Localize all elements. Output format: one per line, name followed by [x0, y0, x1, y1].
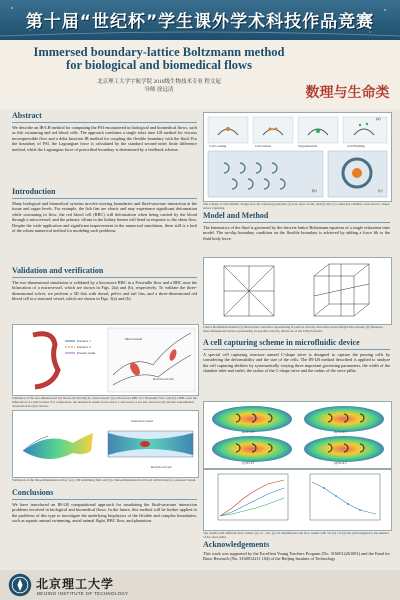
legend-item-2: Instance 2	[77, 345, 91, 349]
subfig-label-c: (c) W=3.5	[242, 461, 255, 465]
validation-heading: Validation and verification	[12, 266, 104, 275]
figure-3-caption: Validation of the three-dimensional solver: (a) a 3D swimming fish; and (b) a three-dimensional red blood cell moving in a stenosed vessel.	[12, 478, 197, 482]
step-label-trypsinization: Trypsinization	[298, 144, 318, 148]
capture-yield-plots	[204, 470, 391, 530]
conclusions-heading: Conclusions	[12, 488, 54, 497]
capture-results-caption: The results with different sieve radius: (a) 1.0 - 4.0, (a) 3.0 distributions and flow results with 3.0 (b) 1.0; (b) the yield mapped to the number of the sieve pillar.	[203, 531, 389, 539]
lattice-figure-panel	[203, 257, 392, 325]
capture-rule	[203, 349, 390, 350]
figure-1-tag-b: (b)	[312, 188, 317, 193]
figure-2-legend	[77, 338, 95, 356]
figure-3-panel	[12, 410, 199, 478]
abstract-text: We describe an IB-LB method for computing the FSI encountered in biological and biomedical flows, such as fish swimming and red blood cells. The approach combines a single relax time LB method for viscous incompressible flow and a delta function IB method for coupling the flexible boundary with the fluid. For the boundary of FSI, the Lagrangian force is calculated by the standard second-order finite difference method, while the Lagrangian force of prescribed boundary is determined by a feedback scheme.	[12, 125, 197, 152]
lattice-model-figure	[204, 258, 391, 324]
rbc-label-b: Red blood cell	[153, 377, 174, 381]
authors: 导师 徐远清	[144, 87, 174, 93]
figure-1-panel	[203, 112, 392, 202]
capture-results-panel	[203, 469, 392, 531]
microvessel-label: Microvessel	[125, 337, 143, 341]
validation-text: The two-dimensional simulation is validated by a biconcave RBC in a Poiseuille flow and a RBC near the bifurcation of a microvessel, which are shown in Figs. 2(a) and (b), respectively. To validate the three-dimensional solver, we perform a 3D fish with dorsal, pelvic and tail fins, and a three-dimensional red blood cell in a stenosed vessel, which are shown in Figs. 3(a) and (b).	[12, 280, 197, 302]
lattice-caption: Lattice Boltzmann models: (a) Nine-lattice velocities representing D particle velocity directions in the D2Q9 lattice model; (b) Nineteen three-dimensional lattice representing 19 possible velocity directions of the D3Q19 model.	[203, 325, 383, 333]
rbc-validation-figure	[13, 325, 198, 395]
step-label-cell-loading: Cell Loading	[209, 144, 227, 148]
model-text: The kinematics of the fluid is governed by the discrete lattice Boltzmann equation of a single relaxation time model. The no-slip boundary condition on the flexible boundary is achieved by adding a force fib to the fluid body force.	[203, 225, 390, 241]
poster-title-line-1: Immersed boundary-lattice Boltzmann method	[33, 45, 285, 59]
conclusions-rule	[12, 499, 197, 500]
c-shape-sieve-simulation	[204, 402, 391, 468]
poster-title	[20, 46, 298, 72]
legend-item-3: Present result	[77, 351, 96, 355]
figure-1-tag-a: (a)	[376, 116, 381, 121]
model-rule	[203, 222, 390, 223]
fish-body	[23, 433, 93, 459]
university-name: 北京理工大学	[36, 577, 115, 591]
capture-simulation-panel	[203, 401, 392, 469]
poster-title-line-2: for biological and biomedical flows	[66, 58, 252, 72]
abstract-rule	[12, 122, 197, 123]
figure-2-panel	[12, 324, 199, 396]
competition-banner	[0, 0, 400, 40]
affiliation: 北京理工大学宇航学院 2010级生物技术专业 程文起	[97, 79, 221, 85]
figure-1-tag-c: (c)	[378, 188, 383, 193]
acknowledgements-heading: Acknowledgements	[203, 540, 270, 549]
figure-2-caption: Validation of the two-dimensional red blood cell moving in a microvessel: (a) a biconcave RBC in a Poiseuille flow; and (b) a RBC near the bifurcation of a microvessel. For comparison, the numerical results from source 1 and source 2 are also shown in (a) and the experimental observation in (b) is shown.	[12, 396, 197, 408]
rbc-label-stenosis: Red blood cell	[151, 465, 172, 469]
legend-item-1: Instance 1	[77, 339, 91, 343]
subfig-label-d: (d) W=4.5	[334, 461, 347, 465]
stenosed-vessel-label: Stenosed vessel	[131, 419, 154, 423]
domain-label: 数理与生命类	[305, 85, 390, 101]
figure-1-caption: The scheme of microfluidic design and cell capturing principle: (a) four steps of cell; and (b) and (c) a spherical chamber with seven C-shape sieves capturing.	[203, 202, 390, 210]
capture-text: A special cell capturing structure named C-shape sieve is designed to capture the passing cells by considering the deformability and the size of the cells. The IB-LB method described is applied to analyze the cell capturing abilities by systematically varying three important governing parameters, the width of the chamber inlet and outlet, the radius of the C-shape sieve and the radius of the sieve pillar.	[203, 352, 390, 374]
introduction-rule	[12, 198, 197, 199]
step-label-cell-culture: Cell Culture	[255, 144, 272, 148]
validation-rule	[12, 277, 197, 278]
capture-heading: A cell capturing scheme in microfluidic device	[203, 338, 360, 347]
introduction-heading: Introduction	[12, 187, 56, 196]
step-label-cell-flushing: Cell Flushing	[347, 144, 365, 148]
introduction-text: Many biological and biomedical systems involve moving boundaries and fluid-structure interaction at the tissue and organ levels. For example, the fish fins are elastic and may experience significant deformation while swimming in flow; the red blood cell (RBC) will deformation when being carried by the blood through a microvessel; and the primary cilium in the kidney lumen will bend in response to the shear flow. Despite the wide application and significant improvement in the numerical simulation, there still is a lack of the robust numerical method for modeling such problems.	[12, 201, 197, 234]
microfluidic-scheme-figure	[204, 113, 391, 201]
rbc-stenosis	[140, 441, 150, 447]
university-seal-icon	[7, 572, 33, 598]
model-heading: Model and Method	[203, 211, 269, 220]
banner-title: 第十届“世纪杯”学生课外学术科技作品竞赛	[25, 12, 375, 32]
conclusions-text: We have introduced an IB-LB computational approach for simulating the fluid-structure interaction problems involved in biological and biomedical flows. In the future, this method will be further applied to the problems of this type to investigate the underlying biophysics of the flexible and complex boundaries, such as aquatic animal swimming, aerial animal flight, RBC flow, and phonation.	[12, 502, 197, 524]
subfig-label-b: (b) W=2.5	[334, 430, 347, 434]
subfig-label-a: (a) W=1.5	[242, 430, 255, 434]
university-name-en: BEIJING INSTITUTE OF TECHNOLOGY	[37, 591, 129, 596]
acknowledgements-text: This work was supported by the Excellent Young Teachers Program (No. 3160012261001) and the Fund for Basic Research (No. 3160012211 104) of the Beijing Institute of Technology	[203, 551, 390, 562]
abstract-heading: Abstract	[12, 111, 42, 120]
